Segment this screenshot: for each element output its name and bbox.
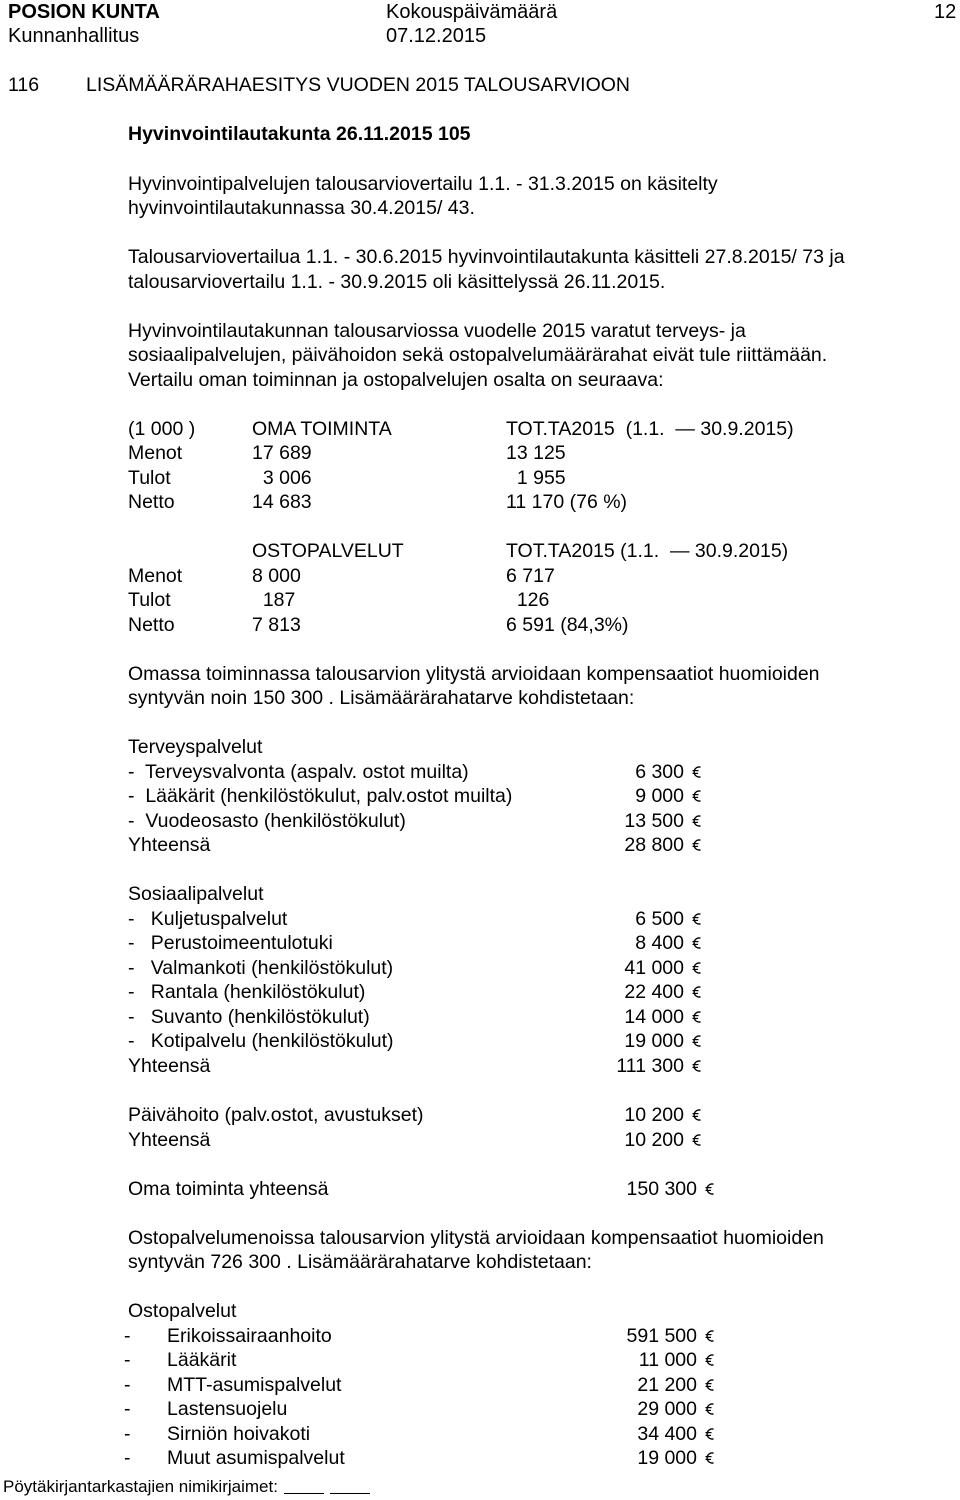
list-item-amount [637,1373,715,1398]
purchased-col-header: OSTOPALVELUT [252,540,404,562]
purchased-heading: Ostopalvelut [128,1300,237,1322]
budget-col-header: TOT.TA2015 (1.1. — 30.9.2015) [506,418,794,440]
list-item-amount [624,980,702,1005]
social-heading: Sosiaalipalvelut [128,883,264,905]
row-value: 8 000 [252,565,301,587]
paragraph-line: Hyvinvointipalvelujen talousarviovertailu 1.1. - 31.3.2015 on käsitelty [128,173,718,195]
list-item-label: - Rantala (henkilöstökulut) [128,981,366,1003]
row-label: Menot [128,442,183,464]
list-item-label: Muut asumispalvelut [167,1447,345,1469]
signature-line[interactable] [284,1479,324,1494]
paragraph-line: Hyvinvointilautakunnan talousarviossa vuodelle 2015 varatut terveys- ja [128,320,746,342]
list-item-label: - Vuodeosasto (henkilöstökulut) [128,810,406,832]
list-item-amount [635,760,702,785]
row-value: 13 125 [506,442,566,464]
list-item-amount [637,1422,715,1447]
total-label: Yhteensä [128,834,211,856]
list-dash: - [124,1325,131,1347]
amount-value: 28 800 [624,834,684,856]
amount-value: 8 400 [635,932,684,954]
total-amount [624,833,702,858]
own-total-label: Oma toiminta yhteensä [128,1178,329,1200]
row-label: Tulot [128,589,171,611]
section-number: 116 [8,74,40,96]
amount-value: 10 200 [624,1104,684,1126]
amount-value: 11 000 [638,1349,697,1371]
euro-icon [705,1402,715,1416]
euro-icon [692,912,702,926]
euro-icon [705,1353,715,1367]
total-amount [624,1128,702,1153]
list-item-amount [635,784,702,809]
paragraph-line: hyvinvointilautakunnassa 30.4.2015/ 43. [128,197,475,219]
list-dash: - [124,1447,131,1469]
budget-col-header: TOT.TA2015 (1.1. — 30.9.2015) [506,540,789,562]
row-value: 11 170 (76 %) [506,491,628,513]
list-item-label: - Lääkärit (henkilöstökulut, palv.ostot muilta) [128,785,513,807]
euro-icon [692,814,702,828]
row-label: Netto [128,491,175,513]
row-value: 14 683 [252,491,312,513]
amount-value: 150 300 [626,1178,697,1200]
amount-value: 10 200 [624,1129,684,1151]
row-value: 17 689 [252,442,312,464]
euro-icon [692,936,702,950]
row-label: Netto [128,614,175,636]
amount-value: 14 000 [624,1006,684,1028]
list-item-label: - Terveysvalvonta (aspalv. ostot muilta) [128,761,469,783]
amount-value: 19 000 [624,1030,684,1052]
health-heading: Terveyspalvelut [128,736,263,758]
list-item-amount [635,907,702,932]
body-name: Kunnanhallitus [8,25,140,47]
euro-icon [705,1427,715,1441]
amount-value: 6 300 [635,761,684,783]
amount-value: 19 000 [637,1447,697,1469]
list-dash: - [124,1398,131,1420]
signature-line[interactable] [330,1479,370,1494]
list-dash: - [124,1423,131,1445]
euro-icon [692,961,702,975]
euro-icon [692,1108,702,1122]
amount-value: 9 000 [635,785,684,807]
list-item-amount [639,1348,715,1373]
list-dash: - [124,1349,131,1371]
list-item-amount [624,1005,702,1030]
meeting-date: 07.12.2015 [386,25,487,47]
list-item-label: Lastensuojelu [167,1398,288,1420]
list-item-label: - Suvanto (henkilöstökulut) [128,1006,370,1028]
amount-value: 22 400 [624,981,684,1003]
row-value: 1 955 [506,467,566,489]
amount-value: 29 000 [637,1398,697,1420]
list-item-label: Lääkärit [167,1349,237,1371]
amount-value: 21 200 [637,1374,697,1396]
euro-icon [705,1182,715,1196]
own-col-header: OMA TOIMINTA [252,418,392,440]
total-amount [616,1054,702,1079]
amount-value: 13 500 [624,810,684,832]
summary-line: Ostopalvelumenoissa talousarvion ylitystä arvioidaan kompensaatiot huomioiden [128,1227,824,1249]
paragraph-line: sosiaalipalvelujen, päivähoidon sekä ostopalvelumäärärahat eivät tule riittämään. [128,344,828,366]
amount-value: 591 500 [626,1325,697,1347]
euro-icon [692,1059,702,1073]
row-label: Tulot [128,467,171,489]
euro-icon [692,985,702,999]
organization-name: POSION KUNTA [8,1,160,23]
amount-value: 34 400 [637,1423,697,1445]
paragraph-line: talousarviovertailu 1.1. - 30.9.2015 oli käsittelyssä 26.11.2015. [128,271,666,293]
total-label: Yhteensä [128,1129,211,1151]
list-item-label: - Valmankoti (henkilöstökulut) [128,957,394,979]
list-item-amount [624,956,702,981]
list-item-label: Erikoissairaanhoito [167,1325,332,1347]
list-item-amount [637,1397,715,1422]
row-value: 6 717 [506,565,555,587]
euro-icon [705,1378,715,1392]
row-value: 187 [252,589,296,611]
subheading: Hyvinvointilautakunta 26.11.2015 105 [128,123,471,145]
summary-line: syntyvän 726 300 . Lisämäärärahatarve kohdistetaan: [128,1251,592,1273]
paragraph-line: Vertailu oman toiminnan ja ostopalvelujen osalta on seuraava: [128,369,664,391]
euro-icon [692,1034,702,1048]
amount-value: 41 000 [624,957,684,979]
row-label: Menot [128,565,183,587]
summary-line: syntyvän noin 150 300 . Lisämäärärahatarve kohdistetaan: [128,687,635,709]
list-item-label: - Kotipalvelu (henkilöstökulut) [128,1030,394,1052]
signature-label: Pöytäkirjantarkastajien nimikirjaimet: [3,1477,278,1496]
daycare-label: Päivähoito (palv.ostot, avustukset) [128,1104,424,1126]
amount-value: 6 500 [635,908,684,930]
own-total-amount [627,1177,716,1202]
list-item-amount [637,1446,715,1471]
list-item-amount [624,1029,702,1054]
euro-icon [692,765,702,779]
section-title: LISÄMÄÄRÄRAHAESITYS VUODEN 2015 TALOUSARVIOON [86,74,631,96]
unit-label: (1 000 ) [128,418,196,440]
euro-icon [692,838,702,852]
list-item-label: - Kuljetuspalvelut [128,908,288,930]
summary-line: Omassa toiminnassa talousarvion ylitystä arvioidaan kompensaatiot huomioiden [128,663,820,685]
amount-value: 111 300 [616,1055,684,1077]
list-item-label: - Perustoimeentulotuki [128,932,333,954]
list-item-label: MTT-asumispalvelut [167,1374,342,1396]
signature-footer [3,1476,370,1498]
list-item-amount [624,809,702,834]
list-item-amount [627,1324,716,1349]
row-value: 6 591 (84,3%) [506,614,629,636]
row-value: 3 006 [252,467,312,489]
daycare-amount [624,1103,702,1128]
list-item-label: Sirniön hoivakoti [167,1423,311,1445]
euro-icon [705,1329,715,1343]
meeting-date-label: Kokouspäivämäärä [386,1,558,23]
euro-icon [705,1451,715,1465]
euro-icon [692,1010,702,1024]
row-value: 126 [506,589,550,611]
euro-icon [692,1133,702,1147]
list-item-amount [635,931,702,956]
list-dash: - [124,1374,131,1396]
euro-icon [692,789,702,803]
row-value: 7 813 [252,614,301,636]
page-number: 12 [934,1,957,23]
total-label: Yhteensä [128,1055,211,1077]
paragraph-line: Talousarviovertailua 1.1. - 30.6.2015 hyvinvointilautakunta käsitteli 27.8.2015/ 73 ja [128,246,845,268]
